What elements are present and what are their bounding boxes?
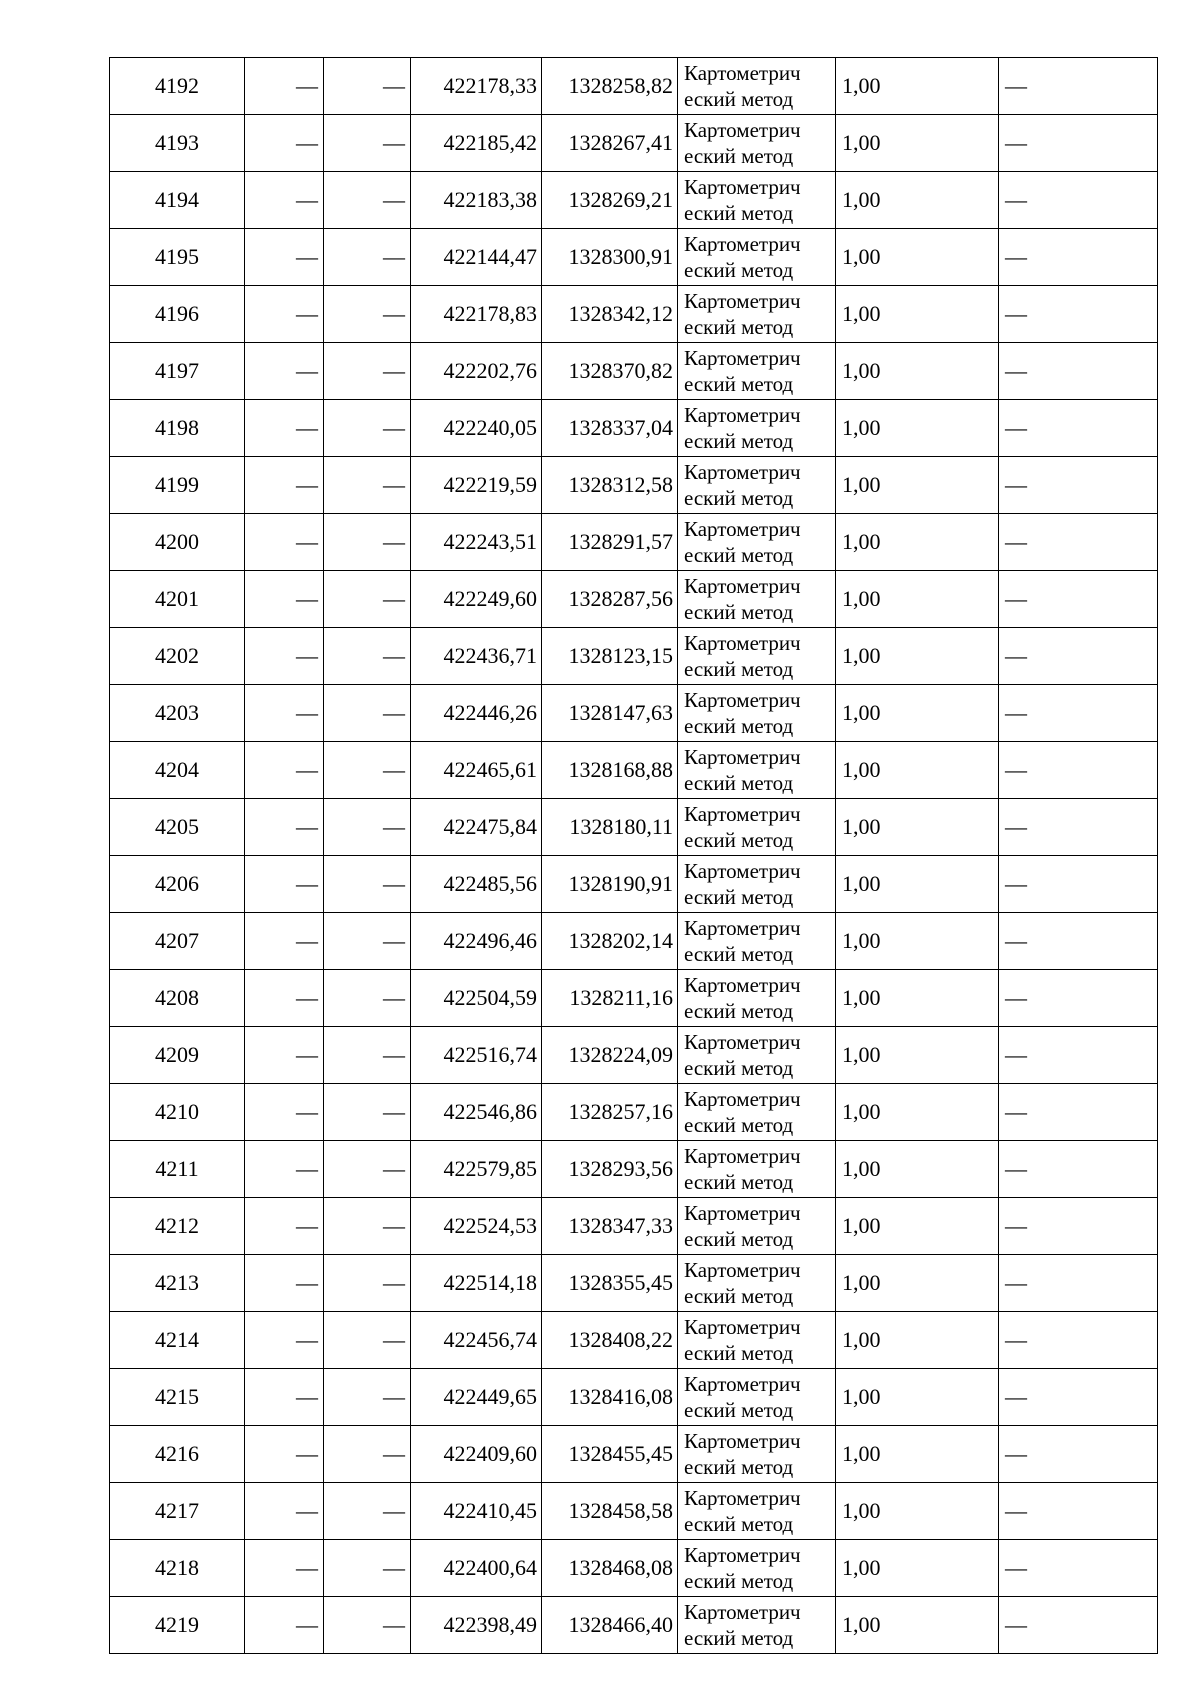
table-row — [110, 1255, 1158, 1312]
empty-value-cell: — — [324, 856, 411, 913]
empty-value-cell: — — [324, 1426, 411, 1483]
y-coordinate-cell: 1328258,82 — [542, 58, 678, 115]
y-coordinate-cell: 1328287,56 — [542, 571, 678, 628]
empty-value-cell: — — [324, 1141, 411, 1198]
description-cell: — — [999, 1312, 1158, 1369]
x-coordinate-cell: 422398,49 — [411, 1597, 542, 1654]
accuracy-cell: 1,00 — [836, 1312, 999, 1369]
description-cell: — — [999, 628, 1158, 685]
x-coordinate-cell: 422219,59 — [411, 457, 542, 514]
point-number-cell: 4201 — [110, 571, 245, 628]
y-coordinate-cell: 1328168,88 — [542, 742, 678, 799]
empty-value-cell: — — [245, 970, 324, 1027]
empty-value-cell: — — [324, 1483, 411, 1540]
method-cell: Картометрич еский метод — [678, 1369, 836, 1426]
method-cell: Картометрич еский метод — [678, 1198, 836, 1255]
x-coordinate-cell: 422465,61 — [411, 742, 542, 799]
method-cell: Картометрич еский метод — [678, 229, 836, 286]
table-row — [110, 1312, 1158, 1369]
point-number-cell: 4210 — [110, 1084, 245, 1141]
point-number-cell: 4194 — [110, 172, 245, 229]
table-row — [110, 1426, 1158, 1483]
empty-value-cell: — — [245, 571, 324, 628]
description-cell: — — [999, 1540, 1158, 1597]
empty-value-cell: — — [324, 1597, 411, 1654]
x-coordinate-cell: 422144,47 — [411, 229, 542, 286]
x-coordinate-cell: 422400,64 — [411, 1540, 542, 1597]
accuracy-cell: 1,00 — [836, 1141, 999, 1198]
accuracy-cell: 1,00 — [836, 1540, 999, 1597]
method-cell: Картометрич еский метод — [678, 1084, 836, 1141]
point-number-cell: 4196 — [110, 286, 245, 343]
description-cell: — — [999, 1597, 1158, 1654]
table-row — [110, 229, 1158, 286]
accuracy-cell: 1,00 — [836, 856, 999, 913]
empty-value-cell: — — [245, 115, 324, 172]
table-row — [110, 1597, 1158, 1654]
x-coordinate-cell: 422456,74 — [411, 1312, 542, 1369]
accuracy-cell: 1,00 — [836, 400, 999, 457]
x-coordinate-cell: 422516,74 — [411, 1027, 542, 1084]
accuracy-cell: 1,00 — [836, 58, 999, 115]
table-row — [110, 799, 1158, 856]
y-coordinate-cell: 1328342,12 — [542, 286, 678, 343]
y-coordinate-cell: 1328211,16 — [542, 970, 678, 1027]
description-cell: — — [999, 172, 1158, 229]
point-number-cell: 4193 — [110, 115, 245, 172]
empty-value-cell: — — [324, 1027, 411, 1084]
method-cell: Картометрич еский метод — [678, 58, 836, 115]
empty-value-cell: — — [324, 400, 411, 457]
empty-value-cell: — — [245, 742, 324, 799]
accuracy-cell: 1,00 — [836, 799, 999, 856]
point-number-cell: 4214 — [110, 1312, 245, 1369]
method-cell: Картометрич еский метод — [678, 286, 836, 343]
accuracy-cell: 1,00 — [836, 457, 999, 514]
empty-value-cell: — — [245, 514, 324, 571]
y-coordinate-cell: 1328416,08 — [542, 1369, 678, 1426]
accuracy-cell: 1,00 — [836, 913, 999, 970]
empty-value-cell: — — [245, 343, 324, 400]
table-row — [110, 571, 1158, 628]
empty-value-cell: — — [324, 1084, 411, 1141]
x-coordinate-cell: 422449,65 — [411, 1369, 542, 1426]
y-coordinate-cell: 1328370,82 — [542, 343, 678, 400]
y-coordinate-cell: 1328123,15 — [542, 628, 678, 685]
description-cell: — — [999, 1141, 1158, 1198]
table-row — [110, 1027, 1158, 1084]
description-cell: — — [999, 1426, 1158, 1483]
y-coordinate-cell: 1328257,16 — [542, 1084, 678, 1141]
empty-value-cell: — — [245, 628, 324, 685]
empty-value-cell: — — [245, 229, 324, 286]
point-number-cell: 4216 — [110, 1426, 245, 1483]
empty-value-cell: — — [245, 1027, 324, 1084]
x-coordinate-cell: 422183,38 — [411, 172, 542, 229]
y-coordinate-cell: 1328269,21 — [542, 172, 678, 229]
y-coordinate-cell: 1328455,45 — [542, 1426, 678, 1483]
x-coordinate-cell: 422579,85 — [411, 1141, 542, 1198]
table-row — [110, 628, 1158, 685]
description-cell: — — [999, 58, 1158, 115]
accuracy-cell: 1,00 — [836, 970, 999, 1027]
empty-value-cell: — — [324, 970, 411, 1027]
accuracy-cell: 1,00 — [836, 1483, 999, 1540]
accuracy-cell: 1,00 — [836, 628, 999, 685]
empty-value-cell: — — [245, 1369, 324, 1426]
x-coordinate-cell: 422409,60 — [411, 1426, 542, 1483]
empty-value-cell: — — [324, 58, 411, 115]
table-row — [110, 856, 1158, 913]
accuracy-cell: 1,00 — [836, 1198, 999, 1255]
point-number-cell: 4192 — [110, 58, 245, 115]
description-cell: — — [999, 343, 1158, 400]
empty-value-cell: — — [245, 400, 324, 457]
table-row — [110, 1540, 1158, 1597]
y-coordinate-cell: 1328468,08 — [542, 1540, 678, 1597]
empty-value-cell: — — [324, 172, 411, 229]
accuracy-cell: 1,00 — [836, 571, 999, 628]
y-coordinate-cell: 1328293,56 — [542, 1141, 678, 1198]
accuracy-cell: 1,00 — [836, 1027, 999, 1084]
table-row — [110, 1483, 1158, 1540]
method-cell: Картометрич еский метод — [678, 1426, 836, 1483]
method-cell: Картометрич еский метод — [678, 1027, 836, 1084]
empty-value-cell: — — [324, 115, 411, 172]
empty-value-cell: — — [324, 457, 411, 514]
description-cell: — — [999, 970, 1158, 1027]
point-number-cell: 4218 — [110, 1540, 245, 1597]
empty-value-cell: — — [324, 343, 411, 400]
description-cell: — — [999, 1369, 1158, 1426]
y-coordinate-cell: 1328180,11 — [542, 799, 678, 856]
method-cell: Картометрич еский метод — [678, 1483, 836, 1540]
empty-value-cell: — — [324, 229, 411, 286]
x-coordinate-cell: 422496,46 — [411, 913, 542, 970]
x-coordinate-cell: 422202,76 — [411, 343, 542, 400]
table-row — [110, 913, 1158, 970]
table-row — [110, 970, 1158, 1027]
table-row — [110, 343, 1158, 400]
empty-value-cell: — — [245, 799, 324, 856]
point-number-cell: 4219 — [110, 1597, 245, 1654]
description-cell: — — [999, 1483, 1158, 1540]
empty-value-cell: — — [324, 1312, 411, 1369]
method-cell: Картометрич еский метод — [678, 742, 836, 799]
method-cell: Картометрич еский метод — [678, 970, 836, 1027]
empty-value-cell: — — [245, 286, 324, 343]
accuracy-cell: 1,00 — [836, 172, 999, 229]
x-coordinate-cell: 422240,05 — [411, 400, 542, 457]
table-row — [110, 1141, 1158, 1198]
accuracy-cell: 1,00 — [836, 1255, 999, 1312]
description-cell: — — [999, 571, 1158, 628]
accuracy-cell: 1,00 — [836, 685, 999, 742]
method-cell: Картометрич еский метод — [678, 1597, 836, 1654]
point-number-cell: 4213 — [110, 1255, 245, 1312]
y-coordinate-cell: 1328312,58 — [542, 457, 678, 514]
empty-value-cell: — — [245, 913, 324, 970]
y-coordinate-cell: 1328147,63 — [542, 685, 678, 742]
point-number-cell: 4206 — [110, 856, 245, 913]
empty-value-cell: — — [324, 742, 411, 799]
point-number-cell: 4199 — [110, 457, 245, 514]
description-cell: — — [999, 799, 1158, 856]
table-row — [110, 514, 1158, 571]
method-cell: Картометрич еский метод — [678, 115, 836, 172]
method-cell: Картометрич еский метод — [678, 1312, 836, 1369]
description-cell: — — [999, 685, 1158, 742]
empty-value-cell: — — [324, 1255, 411, 1312]
x-coordinate-cell: 422504,59 — [411, 970, 542, 1027]
point-number-cell: 4205 — [110, 799, 245, 856]
x-coordinate-cell: 422249,60 — [411, 571, 542, 628]
y-coordinate-cell: 1328347,33 — [542, 1198, 678, 1255]
point-number-cell: 4202 — [110, 628, 245, 685]
y-coordinate-cell: 1328291,57 — [542, 514, 678, 571]
table-row — [110, 1198, 1158, 1255]
point-number-cell: 4204 — [110, 742, 245, 799]
empty-value-cell: — — [245, 1597, 324, 1654]
coordinates-table — [109, 57, 1158, 1654]
empty-value-cell: — — [245, 1255, 324, 1312]
empty-value-cell: — — [324, 514, 411, 571]
empty-value-cell: — — [245, 457, 324, 514]
empty-value-cell: — — [245, 1426, 324, 1483]
description-cell: — — [999, 115, 1158, 172]
method-cell: Картометрич еский метод — [678, 913, 836, 970]
y-coordinate-cell: 1328224,09 — [542, 1027, 678, 1084]
description-cell: — — [999, 1027, 1158, 1084]
point-number-cell: 4198 — [110, 400, 245, 457]
empty-value-cell: — — [324, 571, 411, 628]
y-coordinate-cell: 1328202,14 — [542, 913, 678, 970]
y-coordinate-cell: 1328190,91 — [542, 856, 678, 913]
table-row — [110, 1084, 1158, 1141]
point-number-cell: 4215 — [110, 1369, 245, 1426]
empty-value-cell: — — [245, 1312, 324, 1369]
description-cell: — — [999, 286, 1158, 343]
description-cell: — — [999, 1084, 1158, 1141]
method-cell: Картометрич еский метод — [678, 628, 836, 685]
description-cell: — — [999, 742, 1158, 799]
description-cell: — — [999, 913, 1158, 970]
x-coordinate-cell: 422524,53 — [411, 1198, 542, 1255]
description-cell: — — [999, 1198, 1158, 1255]
description-cell: — — [999, 856, 1158, 913]
table-row — [110, 742, 1158, 799]
x-coordinate-cell: 422446,26 — [411, 685, 542, 742]
empty-value-cell: — — [324, 1540, 411, 1597]
method-cell: Картометрич еский метод — [678, 685, 836, 742]
empty-value-cell: — — [245, 1198, 324, 1255]
empty-value-cell: — — [324, 1198, 411, 1255]
x-coordinate-cell: 422178,83 — [411, 286, 542, 343]
empty-value-cell: — — [245, 856, 324, 913]
empty-value-cell: — — [245, 1141, 324, 1198]
y-coordinate-cell: 1328337,04 — [542, 400, 678, 457]
empty-value-cell: — — [245, 172, 324, 229]
accuracy-cell: 1,00 — [836, 1597, 999, 1654]
method-cell: Картометрич еский метод — [678, 457, 836, 514]
table-row — [110, 400, 1158, 457]
x-coordinate-cell: 422475,84 — [411, 799, 542, 856]
point-number-cell: 4203 — [110, 685, 245, 742]
method-cell: Картометрич еский метод — [678, 514, 836, 571]
method-cell: Картометрич еский метод — [678, 856, 836, 913]
method-cell: Картометрич еский метод — [678, 400, 836, 457]
empty-value-cell: — — [324, 286, 411, 343]
y-coordinate-cell: 1328267,41 — [542, 115, 678, 172]
y-coordinate-cell: 1328300,91 — [542, 229, 678, 286]
x-coordinate-cell: 422546,86 — [411, 1084, 542, 1141]
empty-value-cell: — — [324, 913, 411, 970]
table-row — [110, 1369, 1158, 1426]
y-coordinate-cell: 1328466,40 — [542, 1597, 678, 1654]
accuracy-cell: 1,00 — [836, 742, 999, 799]
method-cell: Картометрич еский метод — [678, 799, 836, 856]
point-number-cell: 4208 — [110, 970, 245, 1027]
point-number-cell: 4197 — [110, 343, 245, 400]
accuracy-cell: 1,00 — [836, 343, 999, 400]
empty-value-cell: — — [245, 1483, 324, 1540]
method-cell: Картометрич еский метод — [678, 571, 836, 628]
method-cell: Картометрич еский метод — [678, 1255, 836, 1312]
method-cell: Картометрич еский метод — [678, 172, 836, 229]
empty-value-cell: — — [245, 58, 324, 115]
empty-value-cell: — — [324, 685, 411, 742]
y-coordinate-cell: 1328355,45 — [542, 1255, 678, 1312]
y-coordinate-cell: 1328408,22 — [542, 1312, 678, 1369]
point-number-cell: 4217 — [110, 1483, 245, 1540]
accuracy-cell: 1,00 — [836, 1369, 999, 1426]
accuracy-cell: 1,00 — [836, 229, 999, 286]
x-coordinate-cell: 422514,18 — [411, 1255, 542, 1312]
point-number-cell: 4211 — [110, 1141, 245, 1198]
description-cell: — — [999, 400, 1158, 457]
x-coordinate-cell: 422178,33 — [411, 58, 542, 115]
x-coordinate-cell: 422243,51 — [411, 514, 542, 571]
accuracy-cell: 1,00 — [836, 1084, 999, 1141]
table-row — [110, 457, 1158, 514]
method-cell: Картометрич еский метод — [678, 343, 836, 400]
empty-value-cell: — — [245, 685, 324, 742]
x-coordinate-cell: 422185,42 — [411, 115, 542, 172]
point-number-cell: 4209 — [110, 1027, 245, 1084]
x-coordinate-cell: 422436,71 — [411, 628, 542, 685]
x-coordinate-cell: 422410,45 — [411, 1483, 542, 1540]
x-coordinate-cell: 422485,56 — [411, 856, 542, 913]
accuracy-cell: 1,00 — [836, 286, 999, 343]
accuracy-cell: 1,00 — [836, 1426, 999, 1483]
table-body — [110, 58, 1158, 1654]
empty-value-cell: — — [324, 799, 411, 856]
description-cell: — — [999, 1255, 1158, 1312]
point-number-cell: 4195 — [110, 229, 245, 286]
point-number-cell: 4212 — [110, 1198, 245, 1255]
description-cell: — — [999, 457, 1158, 514]
point-number-cell: 4207 — [110, 913, 245, 970]
table-row — [110, 58, 1158, 115]
method-cell: Картометрич еский метод — [678, 1141, 836, 1198]
accuracy-cell: 1,00 — [836, 115, 999, 172]
table-row — [110, 685, 1158, 742]
point-number-cell: 4200 — [110, 514, 245, 571]
table-row — [110, 172, 1158, 229]
empty-value-cell: — — [245, 1084, 324, 1141]
table-row — [110, 286, 1158, 343]
description-cell: — — [999, 514, 1158, 571]
y-coordinate-cell: 1328458,58 — [542, 1483, 678, 1540]
empty-value-cell: — — [324, 1369, 411, 1426]
description-cell: — — [999, 229, 1158, 286]
table-row — [110, 115, 1158, 172]
method-cell: Картометрич еский метод — [678, 1540, 836, 1597]
accuracy-cell: 1,00 — [836, 514, 999, 571]
empty-value-cell: — — [324, 628, 411, 685]
empty-value-cell: — — [245, 1540, 324, 1597]
